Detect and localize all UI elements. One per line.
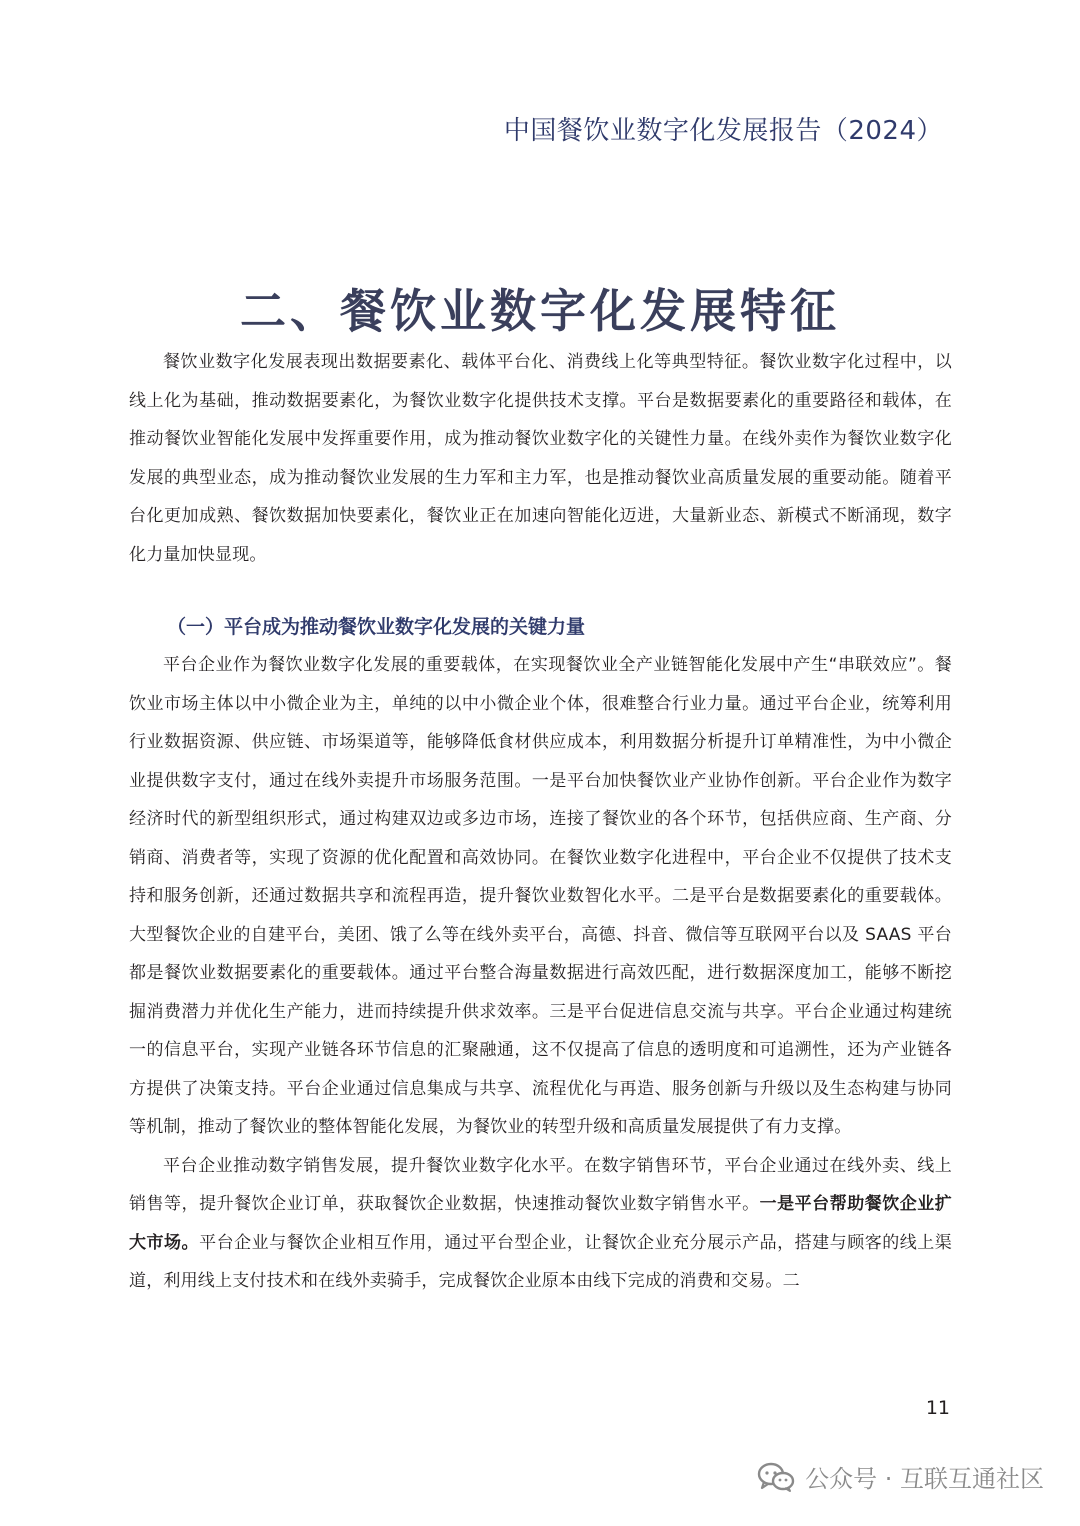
running-header: 中国餐饮业数字化发展报告（2024）	[503, 116, 943, 146]
paragraph-2-text-b: 平台企业与餐饮企业相互作用，通过平台型企业，让餐饮企业充分展示产品，搭建与顾客的线上渠道，利用线上支付技术和在线外卖骑手，完成餐饮企业原本由线下完成的消费和交易。二	[129, 1232, 952, 1291]
intro-paragraph: 餐饮业数字化发展表现出数据要素化、载体平台化、消费线上化等典型特征。餐饮业数字化过程中，以线上化为基础，推动数据要素化，为餐饮业数字化提供技术支撑。平台是数据要素化的重要路径和载体，在推动餐饮业智能化发展中发挥重要作用，成为推动餐饮业数字化的关键性力量。在线外卖作为餐饮业数字化发展的典型业态，成为推动餐饮业发展的生力军和主力军，也是推动餐饮业高质量发展的重要动能。随着平台化更加成熟、餐饮数据加快要素化，餐饮业正在加速向智能化迈进，大量新业态、新模式不断涌现，数字化力量加快显现。	[129, 352, 952, 565]
wechat-icon	[757, 1461, 795, 1493]
watermark	[757, 1459, 1044, 1494]
paragraph-2-text-a: 平台企业推动数字销售发展，提升餐饮业数字化水平。在数字销售环节，平台企业通过在线外卖、线上销售等，提升餐饮企业订单，获取餐饮企业数据，快速推动餐饮业数字销售水平。	[129, 1155, 952, 1214]
document-body	[129, 343, 952, 1301]
chapter-title: 二、餐饮业数字化发展特征	[240, 283, 840, 338]
section-heading: （一）平台成为推动餐饮业数字化发展的关键力量	[167, 616, 586, 638]
page-number: 11	[925, 1397, 950, 1419]
paragraph-2-bold-text: 一是平台帮助餐饮企业扩大市场。	[129, 1194, 952, 1253]
watermark-text: 公众号 · 互联互通社区	[805, 1465, 1044, 1493]
section-paragraph-2	[129, 1147, 952, 1301]
section-paragraph-1: 平台企业作为餐饮业数字化发展的重要载体，在实现餐饮业全产业链智能化发展中产生“串联效应”。餐饮业市场主体以中小微企业为主，单纯的以中小微企业个体，很难整合行业力量。通过平台企业，统筹利用行业数据资源、供应链、市场渠道等，能够降低食材供应成本，利用数据分析提升订单精准性，为中小微企业提供数字支付，通过在线外卖提升市场服务范围。一是平台加快餐饮业产业协作创新。平台企业作为数字经济时代的新型组织形式，通过构建双边或多边市场，连接了餐饮业的各个环节，包括供应商、生产商、分销商、消费者等，实现了资源的优化配置和高效协同。在餐饮业数字化进程中，平台企业不仅提供了技术支持和服务创新，还通过数据共享和流程再造，提升餐饮业数智化水平。二是平台是数据要素化的重要载体。大型餐饮企业的自建平台，美团、饿了么等在线外卖平台，高德、抖音、微信等互联网平台以及 SAAS 平台都是餐饮业数据要素化的重要载体。通过平台整合海量数据进行高效匹配，进行数据深度加工，能够不断挖掘消费潜力并优化生产能力，进而持续提升供求效率。三是平台促进信息交流与共享。平台企业通过构建统一的信息平台，实现产业链各环节信息的汇聚融通，这不仅提高了信息的透明度和可追溯性，还为产业链各方提供了决策支持。平台企业通过信息集成与共享、流程优化与再造、服务创新与升级以及生态构建与协同等机制，推动了餐饮业的整体智能化发展，为餐饮业的转型升级和高质量发展提供了有力支撑。	[129, 655, 952, 1137]
